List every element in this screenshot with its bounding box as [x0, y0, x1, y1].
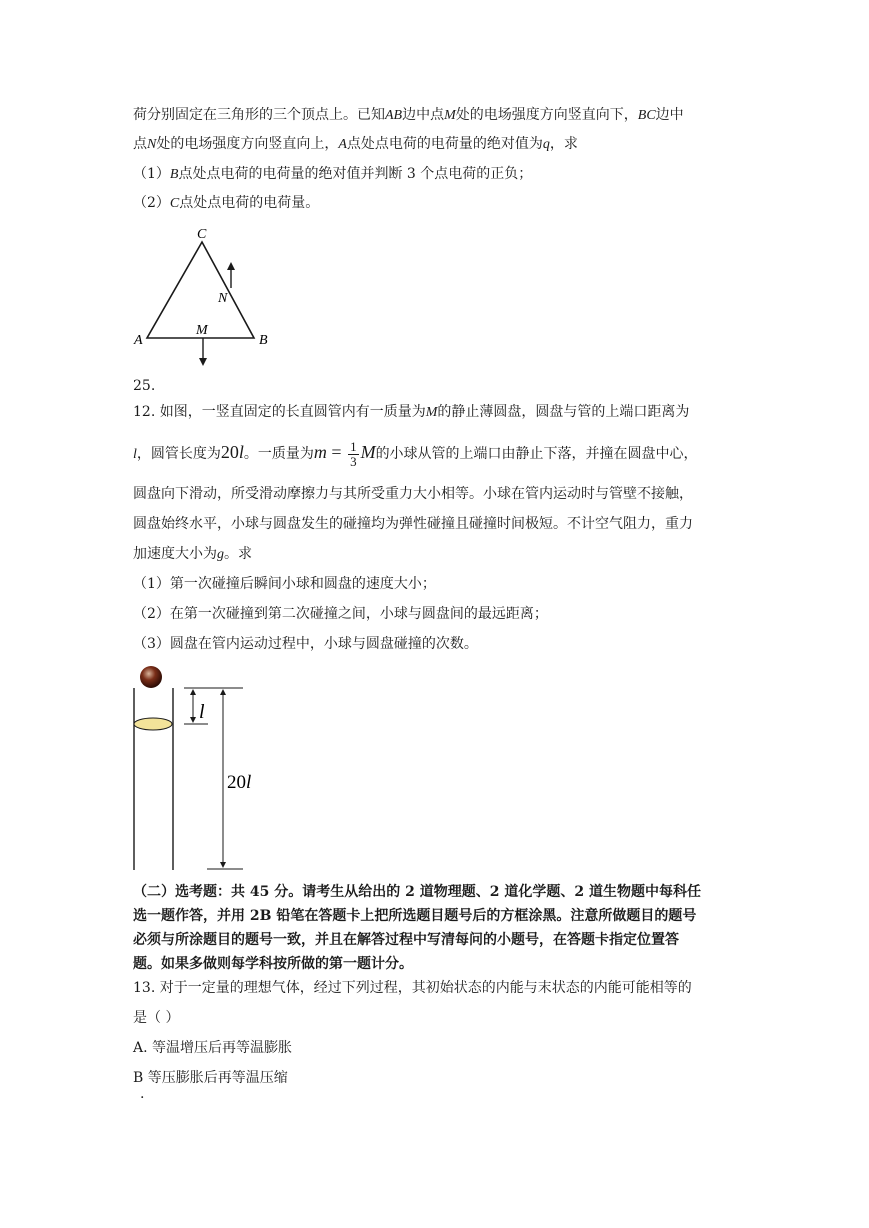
text: （2）: [133, 195, 170, 211]
var-m-mass: M: [425, 405, 438, 420]
arrowhead-up: [190, 689, 196, 695]
label-20: 20: [227, 772, 246, 793]
label-l: l: [199, 701, 205, 723]
text: 点处点电荷的电荷量的绝对值为: [346, 136, 543, 152]
arrowhead-down: [199, 358, 207, 366]
section2-line-4: 题。如果多做则每学科按所做的第一题计分。: [133, 956, 413, 972]
ball-icon: [140, 666, 162, 688]
var-b: B: [169, 167, 179, 182]
text: 的小球从管的上端口由静止下落，并撞在圆盘中心，: [375, 446, 698, 462]
arrowhead-down: [220, 862, 226, 868]
math-equals: =: [326, 442, 347, 462]
text: 点处点电荷的电荷量。: [179, 195, 320, 211]
q12-subquestion-3: （3）圆盘在管内运动过程中，小球与圆盘碰撞的次数。: [133, 636, 478, 652]
fraction-denominator: 3: [350, 453, 357, 469]
arrowhead-up: [220, 689, 226, 695]
q11-line-1: [133, 105, 684, 126]
var-n: N: [147, 137, 157, 152]
var-g: g: [217, 547, 224, 562]
q12-line-3: 圆盘向下滑动，所受滑动摩擦力与其所受重力大小相等。小球在管内运动时与管壁不接触，: [133, 486, 693, 502]
question-marker: 25.: [133, 378, 156, 394]
math-20: 20: [220, 442, 239, 462]
text: 边中: [655, 107, 684, 123]
q12-line-1: [133, 402, 689, 423]
q11-subquestion-2: [133, 193, 319, 214]
label-b: B: [259, 333, 268, 348]
text: 的静止薄圆盘，圆盘与管的上端口距离为: [437, 404, 690, 420]
q13-line-1: 13. 对于一定量的理想气体，经过下列过程，其初始状态的内能与末状态的内能可能相等的: [133, 980, 692, 996]
q13-option-a: A. 等温增压后再等温膨胀: [133, 1040, 293, 1056]
text: 。一质量为: [243, 446, 314, 462]
text: ，圆管长度为: [136, 446, 221, 462]
label-n: N: [218, 291, 228, 306]
text: 荷分别固定在三角形的三个顶点上。已知: [133, 107, 385, 123]
text: 处的电场强度方向竖直向下，: [455, 107, 638, 123]
section2-line-1: （二）选考题：共 45 分。请考生从给出的 2 道物理题、2 道化学题、2 道生物题中每科任: [133, 884, 701, 900]
q12-subquestion-2: （2）在第一次碰撞到第二次碰撞之间，小球与圆盘间的最远距离；: [133, 606, 548, 622]
var-a: A: [338, 137, 347, 152]
math-l: l: [238, 442, 244, 462]
text: 加速度大小为: [133, 546, 217, 562]
arrowhead-down: [190, 717, 196, 723]
var-l: l: [133, 447, 137, 462]
fraction-numerator: 1: [350, 438, 357, 454]
label-c: C: [197, 227, 207, 242]
var-c: C: [169, 196, 180, 211]
var-ab: AB: [385, 108, 403, 123]
q11-subquestion-1: [133, 164, 532, 185]
var-m: M: [444, 108, 456, 123]
label-20l: [227, 772, 251, 793]
q13-line-2: 是（ ）: [133, 1010, 180, 1026]
text: 。求: [224, 546, 252, 562]
label-m: M: [196, 323, 208, 338]
stray-dot: .: [140, 1086, 145, 1102]
q13-option-b: B 等压膨胀后再等温压缩: [133, 1070, 288, 1086]
section2-line-2: 选一题作答，并用 2B 铅笔在答题卡上把所选题目题号后的方框涂黑。注意所做题目的题号: [133, 908, 697, 924]
tube-figure: [125, 660, 265, 875]
text: 12. 如图，一竖直固定的长直圆管内有一质量为: [133, 404, 426, 420]
text: （1）: [133, 166, 170, 182]
q12-subquestion-1: （1）第一次碰撞后瞬间小球和圆盘的速度大小；: [133, 576, 436, 592]
var-bc: BC: [637, 108, 656, 123]
section2-line-3: 必须与所涂题目的题号一致，并且在解答过程中写清每问的小题号，在答题卡指定位置答: [133, 932, 679, 948]
text: 点: [133, 136, 147, 152]
math-m: m: [313, 442, 327, 462]
math-M: M: [360, 442, 376, 462]
text: ，求: [549, 136, 578, 152]
q12-line-5: [133, 544, 252, 565]
arrowhead-up: [227, 262, 235, 270]
text: 处的电场强度方向竖直向上，: [156, 136, 339, 152]
text: 点处点电荷的电荷量的绝对值并判断 3 个点电荷的正负；: [178, 166, 533, 182]
q12-line-4: 圆盘始终水平，小球与圆盘发生的碰撞均为弹性碰撞且碰撞时间极短。不计空气阻力，重力: [133, 516, 693, 532]
var-q: q: [542, 137, 550, 152]
fraction-one-third: [348, 440, 359, 469]
q11-line-2: [133, 134, 578, 155]
q12-line-2: [133, 436, 698, 471]
triangle-figure: [128, 220, 278, 370]
label-l-var: l: [246, 772, 252, 793]
disk-icon: [134, 718, 172, 730]
text: 边中点: [402, 107, 445, 123]
label-a: A: [134, 333, 143, 348]
